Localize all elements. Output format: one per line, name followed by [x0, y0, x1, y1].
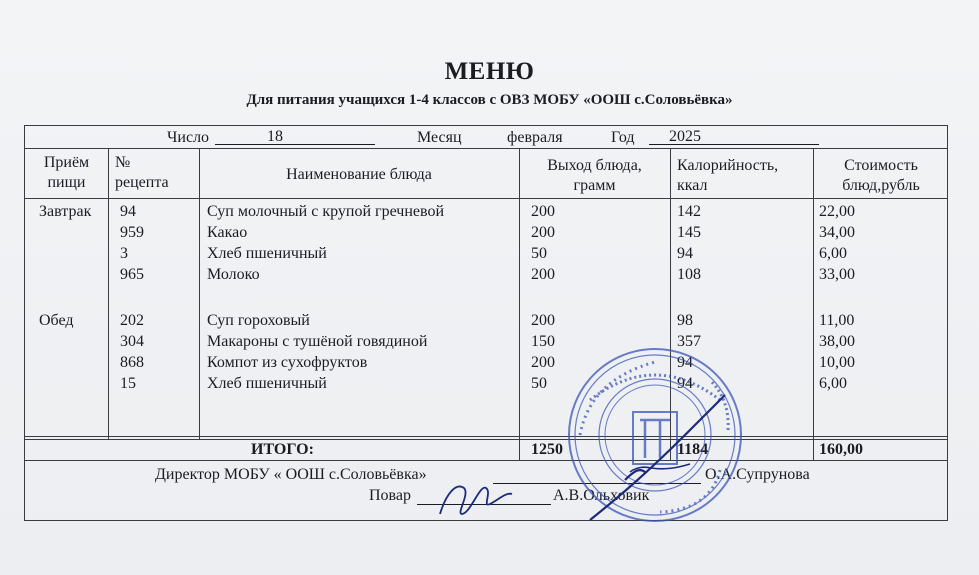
dish-weight: 50 [531, 375, 547, 392]
recipe-number: 15 [120, 375, 136, 392]
dish-name: Макароны с тушёной говядиной [207, 333, 428, 350]
dish-weight: 200 [531, 312, 555, 329]
total-calories: 1184 [677, 441, 709, 458]
dish-calories: 98 [677, 312, 693, 329]
dish-calories: 94 [677, 245, 693, 262]
dish-name: Хлеб пшеничный [207, 375, 327, 392]
dish-name: Какао [207, 224, 248, 241]
dish-name: Компот из сухофруктов [207, 354, 368, 371]
director-signature-line [493, 483, 701, 484]
col-divider [199, 149, 200, 439]
dish-cost: 33,00 [819, 266, 855, 283]
meal-name-breakfast: Завтрак [39, 203, 92, 220]
cook-label: Повар [369, 487, 411, 504]
header-dish: Наименование блюда [286, 166, 432, 183]
year-label: Год [611, 129, 635, 146]
col-divider [670, 149, 671, 461]
header-recipe: № рецепта [115, 154, 169, 191]
dish-cost: 6,00 [819, 375, 847, 392]
day-label: Число [167, 129, 210, 146]
recipe-number: 959 [120, 224, 144, 241]
dish-cost: 11,00 [819, 312, 855, 329]
dish-name: Молоко [207, 266, 260, 283]
recipe-number: 304 [120, 333, 144, 350]
dish-weight: 200 [531, 266, 555, 283]
recipe-number: 3 [120, 245, 128, 262]
header-weight: Выход блюда, грамм [547, 157, 642, 194]
director-label: Директор МОБУ « ООШ с.Соловьёвка» [155, 466, 427, 483]
dish-calories: 94 [677, 354, 693, 371]
header-meal: Приём пищи [43, 154, 90, 191]
total-divider-top [25, 436, 947, 437]
meal-name-lunch: Обед [39, 312, 74, 329]
month-value: февраля [507, 129, 563, 146]
menu-table [24, 125, 948, 521]
dish-weight: 200 [531, 203, 555, 220]
cook-name: А.В.Ольховик [553, 487, 650, 504]
document-subtitle: Для питания учащихся 1-4 классов с ОВЗ МОБУ «ООШ с.Соловьёвка» [246, 92, 733, 108]
recipe-number: 94 [120, 203, 136, 220]
dish-weight: 200 [531, 224, 555, 241]
total-cost: 160,00 [819, 441, 863, 458]
dish-name: Хлеб пшеничный [207, 245, 327, 262]
recipe-number: 868 [120, 354, 144, 371]
document-title: МЕНЮ [444, 58, 535, 85]
dish-calories: 357 [677, 333, 701, 350]
dish-calories: 142 [677, 203, 701, 220]
header-divider [25, 198, 947, 199]
dish-weight: 50 [531, 245, 547, 262]
director-name: О.А.Супрунова [705, 466, 810, 483]
col-divider [108, 149, 109, 439]
dish-cost: 6,00 [819, 245, 847, 262]
dish-calories: 94 [677, 375, 693, 392]
dish-cost: 22,00 [819, 203, 855, 220]
recipe-number: 202 [120, 312, 144, 329]
month-label: Месяц [417, 129, 462, 146]
date-line [25, 126, 947, 149]
header-calories: Калорийность, ккал [677, 157, 779, 194]
total-divider-top2 [25, 439, 947, 440]
cook-signature-line [417, 504, 551, 505]
year-value: 2025 [649, 129, 819, 145]
table-body [25, 149, 947, 461]
dish-cost: 34,00 [819, 224, 855, 241]
dish-calories: 145 [677, 224, 701, 241]
total-weight: 1250 [531, 441, 563, 458]
dish-name: Суп молочный с крупой гречневой [207, 203, 445, 220]
total-divider-bottom [25, 460, 947, 461]
dish-weight: 150 [531, 333, 555, 350]
dish-calories: 108 [677, 266, 701, 283]
dish-name: Суп гороховый [207, 312, 310, 329]
total-label: ИТОГО: [251, 441, 314, 458]
dish-cost: 10,00 [819, 354, 855, 371]
day-value: 18 [215, 129, 375, 145]
dish-cost: 38,00 [819, 333, 855, 350]
header-cost: Стоимость блюд,рубль [842, 157, 920, 194]
dish-weight: 200 [531, 354, 555, 371]
recipe-number: 965 [120, 266, 144, 283]
